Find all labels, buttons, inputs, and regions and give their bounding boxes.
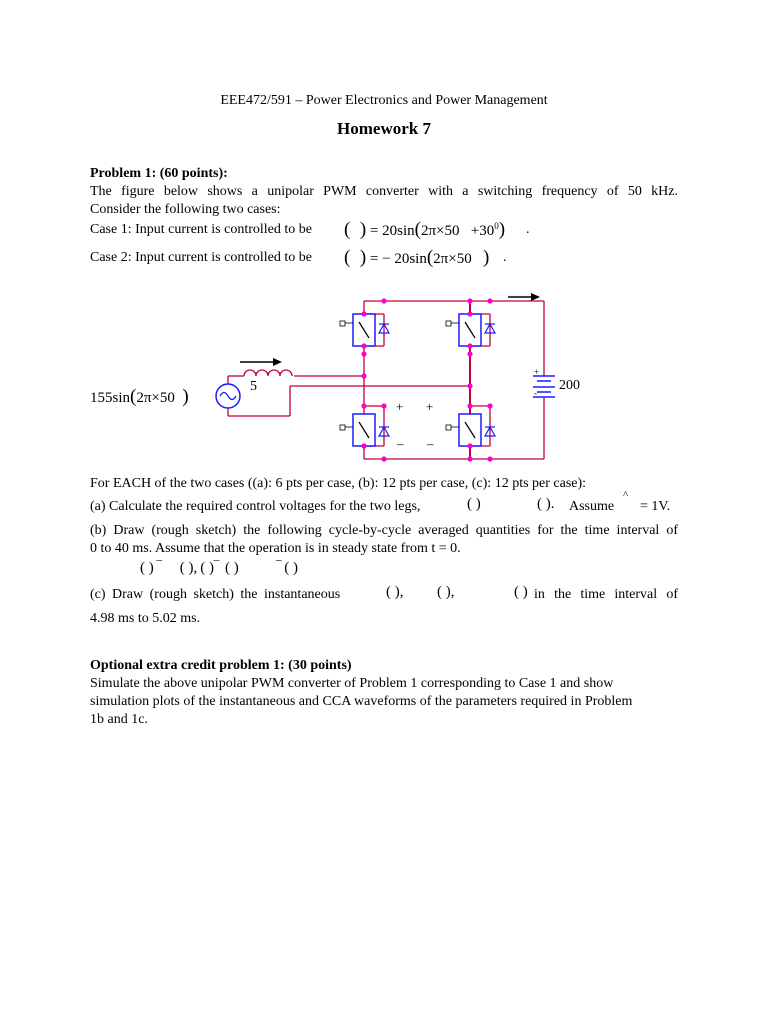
- problem1-intro-line2: Consider the following two cases:: [90, 202, 281, 217]
- extra-line1: Simulate the above unipolar PWM converter of Problem 1 corresponding to Case 1 and show: [90, 676, 614, 691]
- case1-end: .: [526, 222, 530, 237]
- case2-equation: ( ) = − 20sin(2π×50 ): [344, 247, 490, 268]
- switch-s3: [446, 314, 495, 346]
- case1-label: Case 1: Input current is controlled to be: [90, 222, 312, 237]
- case1-equation: ( ) = 20sin(2π×50 $+30^0$): [344, 219, 506, 240]
- part-a-paren1: ( ): [467, 496, 481, 512]
- case2-label: Case 2: Input current is controlled to be: [90, 250, 312, 265]
- extra-heading: Optional extra credit problem 1: (30 points): [90, 658, 352, 673]
- part-a-text: (a) Calculate the required control voltages for the two legs,: [90, 499, 421, 514]
- course-title: EEE472/591 – Power Electronics and Power Management: [220, 93, 548, 108]
- inductor-symbol: [244, 370, 292, 376]
- battery-plus: +: [534, 367, 540, 377]
- minus-left: –: [397, 436, 404, 451]
- part-b-line1: (b) Draw (rough sketch) the following cycle-by-cycle averaged quantities for the time interval of: [90, 523, 678, 538]
- part-c-paren1: ( ),: [386, 584, 404, 600]
- case2-eq-b: 2π×50: [433, 251, 472, 267]
- extra-line2: simulation plots of the instantaneous and CCA waveforms of the parameters required in Problem: [90, 694, 633, 709]
- problem1-heading: Problem 1: (60 points):: [90, 166, 228, 181]
- part-a-hat: ^: [623, 489, 629, 501]
- case1-eq-sup: 0: [494, 221, 499, 231]
- case1-eq-c: +30: [470, 223, 495, 239]
- inductor-value: 5: [250, 379, 257, 394]
- battery-minus: -: [534, 388, 537, 398]
- case1-eq-a: = 20sin: [369, 223, 415, 239]
- case2-end: .: [503, 250, 507, 265]
- part-b-expression: ( ) ‾ ( ), ( )‾ ( ) ‾ ( ): [140, 560, 298, 576]
- part-c-text: (c) Draw (rough sketch) the instantaneous: [90, 587, 341, 602]
- extra-line3: 1b and 1c.: [90, 712, 148, 727]
- minus-right: –: [427, 436, 434, 451]
- problem1-intro-line1: The figure below shows a unipolar PWM converter with a switching frequency of 50 kHz.: [90, 184, 678, 199]
- load-value: 200: [559, 378, 580, 393]
- switch-s2: [340, 414, 389, 446]
- source-expression: 155sin(2π×50 ): [90, 386, 189, 407]
- part-c-line2: 4.98 ms to 5.02 ms.: [90, 611, 201, 626]
- part-a-assume: Assume: [569, 499, 615, 514]
- switch-s1: [340, 314, 389, 346]
- plus-right: +: [426, 399, 434, 414]
- part-c-text2: in the time interval of: [534, 587, 678, 602]
- plus-left: +: [396, 399, 404, 414]
- page-title: Homework 7: [337, 119, 431, 138]
- case1-eq-b: 2π×50: [420, 223, 460, 239]
- parts-intro: For EACH of the two cases ((a): 6 pts per case, (b): 12 pts per case, (c): 12 pts per case):: [90, 476, 587, 491]
- part-c-paren2: ( ),: [437, 584, 455, 600]
- part-b-line2: 0 to 40 ms. Assume that the operation is in steady state from t = 0.: [90, 541, 461, 556]
- part-a-eq: = 1V.: [640, 499, 671, 514]
- case2-eq-a: = − 20sin: [369, 251, 427, 267]
- ac-source-symbol: [216, 384, 240, 408]
- switch-s4: [446, 414, 495, 446]
- part-a-paren2: ( ).: [537, 496, 555, 512]
- source-label: 155sin: [90, 390, 131, 406]
- source-arg: 2π×50: [136, 390, 175, 406]
- part-c-paren3: ( ): [514, 584, 528, 600]
